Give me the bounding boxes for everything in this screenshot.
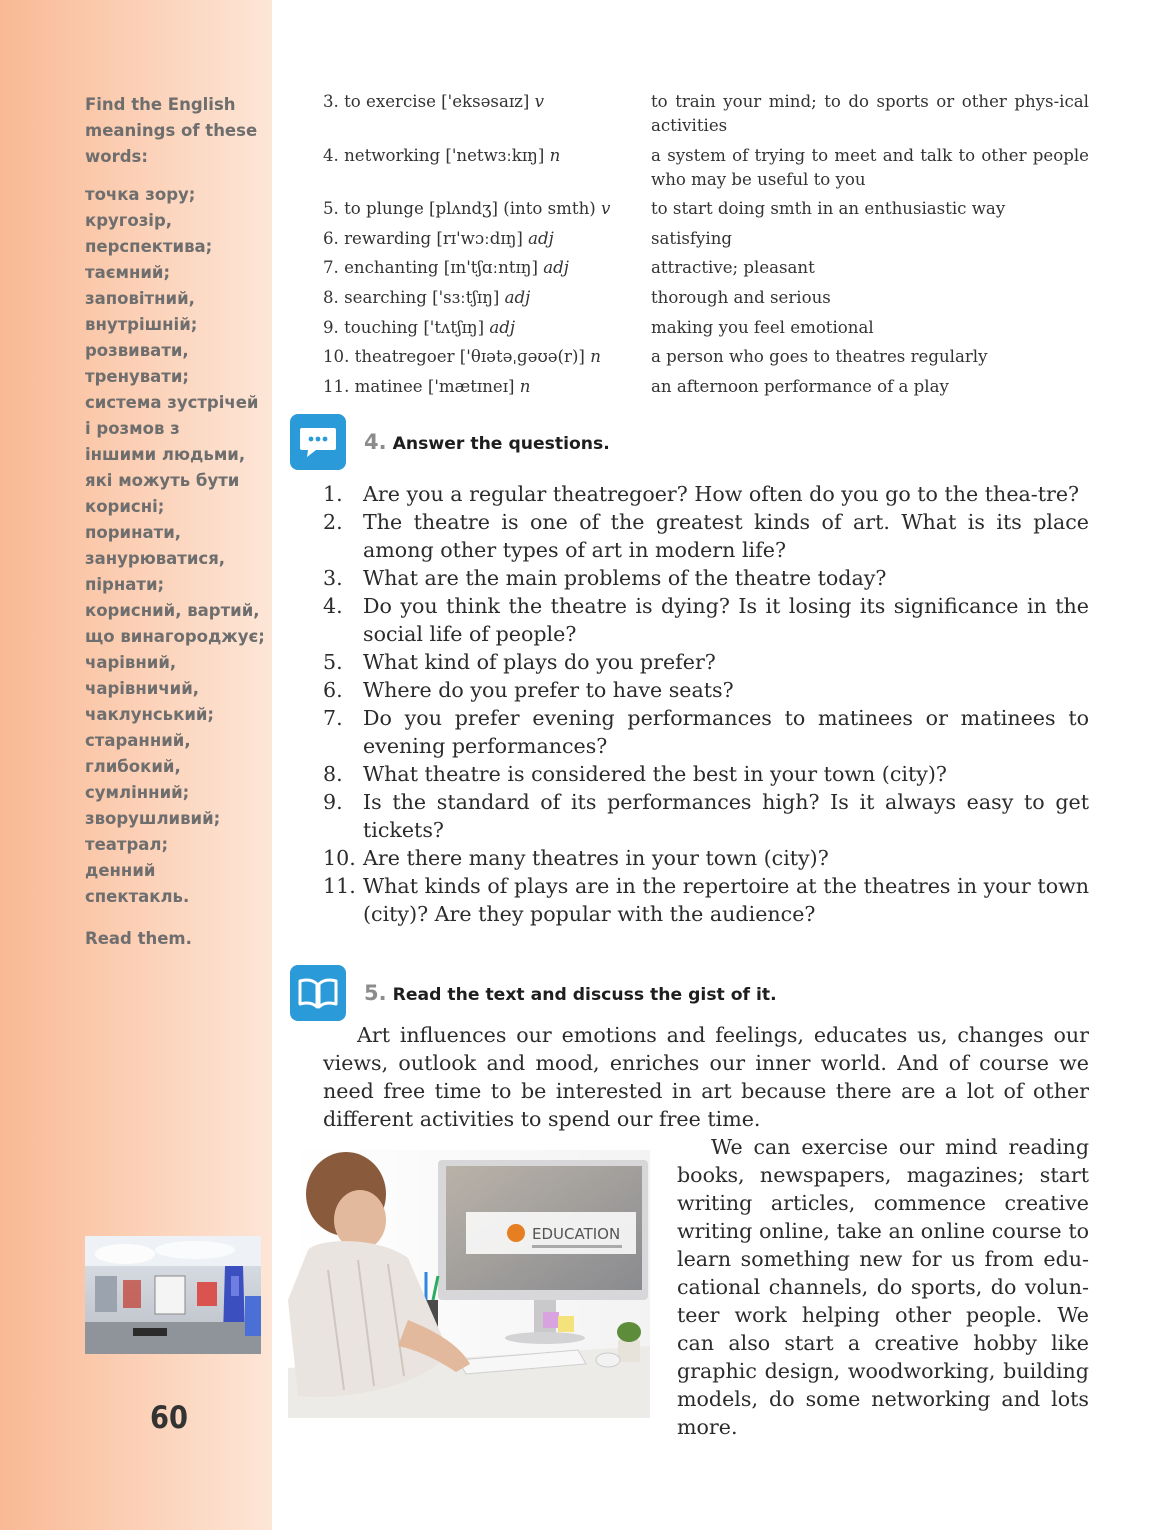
vocab-term bbox=[323, 90, 651, 138]
vocab-word: 11. matinee ['mætɪneɪ] bbox=[323, 376, 515, 396]
gloss-item: чарівний, bbox=[85, 653, 177, 672]
vocab-term bbox=[323, 316, 651, 340]
vocab-word: 6. rewarding [rɪ'wɔːdɪŋ] bbox=[323, 228, 523, 248]
question-item bbox=[323, 844, 1089, 872]
gloss-item: що винагороджує; bbox=[85, 627, 265, 646]
gloss-item: кругозір, bbox=[85, 211, 173, 230]
exercise-4-instruction: Answer the questions. bbox=[392, 434, 610, 454]
vocab-definition: attractive; pleasant bbox=[651, 258, 815, 278]
gloss-item: і розмов з bbox=[85, 419, 180, 438]
vocab-row bbox=[323, 375, 1093, 399]
question-item bbox=[323, 872, 1089, 928]
gloss-item: таємний; bbox=[85, 263, 171, 282]
margin-column bbox=[0, 0, 272, 1530]
vocab-definition: an afternoon performance of a play bbox=[651, 376, 949, 396]
vocab-word: 9. touching ['tʌtʃɪŋ] bbox=[323, 317, 485, 337]
vocab-word: 10. theatregoer ['θɪətəˌɡəʊə(r)] bbox=[323, 347, 585, 367]
vocab-part-of-speech: n bbox=[549, 145, 561, 165]
gloss-item: старанний, bbox=[85, 731, 191, 750]
question-text: What kind of plays do you prefer? bbox=[363, 650, 716, 674]
gloss-list bbox=[85, 182, 265, 910]
question-text: Do you think the theatre is dying? Is it losing its significance in the social life of people? bbox=[363, 594, 1089, 646]
vocab-word: 3. to exercise ['eksəsaɪz] bbox=[323, 92, 530, 111]
question-number: 5. bbox=[323, 650, 343, 674]
vocab-row bbox=[323, 144, 1093, 192]
vocab-word: 4. networking ['netwɜːkɪŋ] bbox=[323, 145, 545, 165]
question-number: 9. bbox=[323, 790, 343, 814]
vocab-part-of-speech: v bbox=[534, 92, 545, 111]
gloss-item: театрал; bbox=[85, 835, 169, 854]
gloss-item: розвивати, bbox=[85, 341, 189, 360]
vocab-part-of-speech: adj bbox=[528, 228, 554, 248]
question-item bbox=[323, 704, 1089, 760]
question-item bbox=[323, 508, 1089, 564]
reading-paragraph-1: Art influences our emotions and feelings, educates us, changes our views, outlook and mood, enriches our inner world. And of course we need free time to be interested in art because there are a lot of other different activities to spend our free time. bbox=[323, 1023, 1089, 1131]
vocab-definition: satisfying bbox=[651, 228, 733, 248]
question-text: The theatre is one of the greatest kinds of art. What is its place among other types of art in modern life? bbox=[363, 510, 1089, 562]
question-number: 1. bbox=[323, 482, 343, 506]
vocab-part-of-speech: n bbox=[590, 347, 601, 367]
gloss-item: заповітний, bbox=[85, 289, 195, 308]
gloss-item: точка зору; bbox=[85, 185, 196, 204]
question-item bbox=[323, 564, 1089, 592]
vocab-word: 7. enchanting [ɪn'tʃɑːntɪŋ] bbox=[323, 258, 538, 278]
vocab-row bbox=[323, 316, 1093, 340]
question-item bbox=[323, 592, 1089, 648]
gloss-item: корисний, вартий, bbox=[85, 601, 260, 620]
vocab-row bbox=[323, 90, 1093, 138]
question-text: Are there many theatres in your town (city)? bbox=[363, 846, 829, 870]
question-item bbox=[323, 676, 1089, 704]
speech-bubble-icon bbox=[290, 414, 346, 470]
question-number: 6. bbox=[323, 678, 343, 702]
gloss-item: поринати, bbox=[85, 523, 182, 542]
gloss-item: тренувати; bbox=[85, 367, 190, 386]
question-number: 11. bbox=[323, 874, 356, 898]
vocab-definition: making you feel emotional bbox=[651, 317, 874, 337]
vocab-term bbox=[323, 345, 651, 369]
question-number: 8. bbox=[323, 762, 343, 786]
vocab-word: 5. to plunge [plʌndʒ] (into smth) bbox=[323, 199, 596, 219]
gloss-item: занурюватися, bbox=[85, 549, 226, 568]
vocabulary-list bbox=[323, 90, 1093, 404]
gloss-item: система зустрічей bbox=[85, 393, 259, 412]
vocab-term bbox=[323, 256, 651, 280]
gloss-item: чарівничий, bbox=[85, 679, 200, 698]
vocab-row bbox=[323, 197, 1093, 221]
question-number: 3. bbox=[323, 566, 343, 590]
exercise-4-header bbox=[290, 414, 610, 470]
vocab-part-of-speech: n bbox=[519, 376, 531, 396]
vocab-row bbox=[323, 286, 1093, 310]
question-text: Is the standard of its performances high? Is it always easy to get tickets? bbox=[363, 790, 1089, 842]
question-number: 4. bbox=[323, 594, 343, 618]
exercise-5-title bbox=[364, 981, 777, 1005]
vocab-definition: a person who goes to theatres regularly bbox=[651, 347, 988, 367]
vocab-definition: a system of trying to meet and talk to other people who may be useful to you bbox=[651, 145, 1089, 189]
gloss-item: глибокий, bbox=[85, 757, 181, 776]
exercise-5-header bbox=[290, 965, 777, 1021]
vocab-term bbox=[323, 197, 651, 221]
question-number: 7. bbox=[323, 706, 343, 730]
question-text: Do you prefer evening performances to matinees or matinees to evening performances? bbox=[363, 706, 1089, 758]
question-text: Where do you prefer to have seats? bbox=[363, 678, 734, 702]
screen-education-text: EDUCATION bbox=[532, 1225, 621, 1243]
open-book-icon bbox=[290, 965, 346, 1021]
vocab-part-of-speech: v bbox=[601, 199, 611, 219]
vocab-term bbox=[323, 144, 651, 192]
gloss-item: іншими людьми, bbox=[85, 445, 246, 464]
question-number: 10. bbox=[323, 846, 356, 870]
question-text: What are the main problems of the theatre today? bbox=[363, 566, 887, 590]
gloss-item: які можуть бути bbox=[85, 471, 240, 490]
exercise-5-number: 5. bbox=[364, 981, 387, 1005]
exercise-5-instruction: Read the text and discuss the gist of it. bbox=[392, 985, 777, 1005]
gloss-item: денний спектакль. bbox=[85, 861, 190, 906]
margin-read-them: Read them. bbox=[85, 929, 192, 948]
vocab-part-of-speech: adj bbox=[543, 258, 569, 278]
vocab-term bbox=[323, 227, 651, 251]
gloss-item: перспектива; bbox=[85, 237, 213, 256]
gloss-item: корисні; bbox=[85, 497, 165, 516]
page-number: 60 bbox=[150, 1400, 188, 1436]
gloss-item: пірнати; bbox=[85, 575, 165, 594]
vocab-word: 8. searching ['sɜːtʃɪŋ] bbox=[323, 287, 500, 307]
vocab-row bbox=[323, 345, 1093, 369]
vocab-row bbox=[323, 256, 1093, 280]
vocab-definition: to train your mind; to do sports or other phys-ical activities bbox=[651, 92, 1089, 135]
margin-note bbox=[85, 92, 265, 952]
question-item bbox=[323, 648, 1089, 676]
vocab-definition: thorough and serious bbox=[651, 287, 831, 307]
question-text: Are you a regular theatregoer? How often do you go to the thea-tre? bbox=[363, 482, 1080, 506]
question-number: 2. bbox=[323, 510, 343, 534]
question-list bbox=[323, 480, 1089, 928]
margin-prompt: Find the English meanings of these words: bbox=[85, 95, 258, 166]
vocab-term bbox=[323, 375, 651, 399]
gloss-item: зворушливий; bbox=[85, 809, 221, 828]
question-item bbox=[323, 480, 1089, 508]
vocab-definition: to start doing smth in an enthusiastic way bbox=[651, 199, 1006, 219]
question-text: What kinds of plays are in the repertoire at the theatres in your town (city)? Are they popular with the audience? bbox=[363, 874, 1089, 926]
vocab-term bbox=[323, 286, 651, 310]
student-computer-photo bbox=[288, 1150, 650, 1418]
vocab-part-of-speech: adj bbox=[504, 287, 531, 307]
reading-paragraph-2: We can exercise our mind reading books, newspapers, magazines; start writing articles, commence creative writing online, take an online course to learn something new for us from edu-cational channels, do sports, do volun-teer work helping other people. We can also start a creative hobby like graphic design, woodworking, building models, do some networking and lots more. bbox=[677, 1135, 1089, 1439]
vocab-row bbox=[323, 227, 1093, 251]
gallery-photo bbox=[85, 1236, 261, 1354]
gloss-item: внутрішній; bbox=[85, 315, 198, 334]
exercise-4-title bbox=[364, 430, 610, 454]
question-item bbox=[323, 760, 1089, 788]
gloss-item: сумлінний; bbox=[85, 783, 190, 802]
gloss-item: чаклунський; bbox=[85, 705, 215, 724]
exercise-4-number: 4. bbox=[364, 430, 387, 454]
question-item bbox=[323, 788, 1089, 844]
vocab-part-of-speech: adj bbox=[489, 317, 515, 337]
question-text: What theatre is considered the best in your town (city)? bbox=[363, 762, 947, 786]
